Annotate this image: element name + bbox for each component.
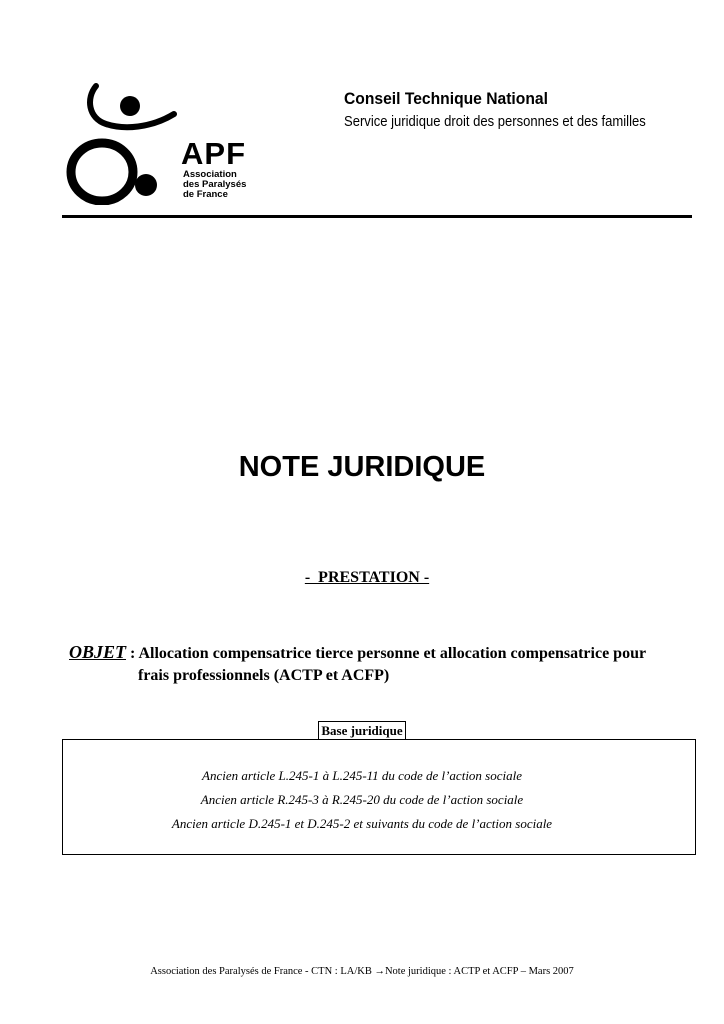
logo-brand: APF [181,136,246,171]
base-juridique-articles [0,764,724,836]
article-line: Ancien article R.245-3 à R.245-20 du code de l’action sociale [200,792,524,807]
logo-subtitle-line: des Paralysés [183,179,247,190]
document-subtitle: - PRESTATION - [304,569,430,586]
base-juridique-label-wrap [0,721,724,740]
base-juridique-label: Base juridique [318,721,405,740]
objet-separator: : [126,645,139,662]
page-footer: Association des Paralysés de France - CTN : LA/KB →Note juridique : ACTP et ACFP – Mars 2007 [150,966,574,977]
apf-figure-icon [66,80,186,205]
document-title: NOTE JURIDIQUE [238,451,486,483]
logo-subtitle [183,170,246,200]
apf-logo [66,80,266,205]
header-divider [62,215,692,218]
objet-label: OBJET [69,642,127,662]
logo-subtitle-line: Association [183,169,237,180]
objet-text-line2: frais professionnels (ACTP et ACFP) [138,667,390,684]
logo-subtitle-line: de France [183,189,228,200]
article-line: Ancien article L.245-1 à L.245-11 du code de l’action sociale [202,768,522,783]
objet-section [69,641,699,687]
org-subtitle: Service juridique droit des personnes et des familles [344,114,646,130]
objet-text-line1: Allocation compensatrice tierce personne et allocation compensatrice pour [138,645,647,662]
org-title: Conseil Technique National [344,89,548,108]
article-line: Ancien article D.245-1 et D.245-2 et suivants du code de l’action sociale [171,816,553,831]
